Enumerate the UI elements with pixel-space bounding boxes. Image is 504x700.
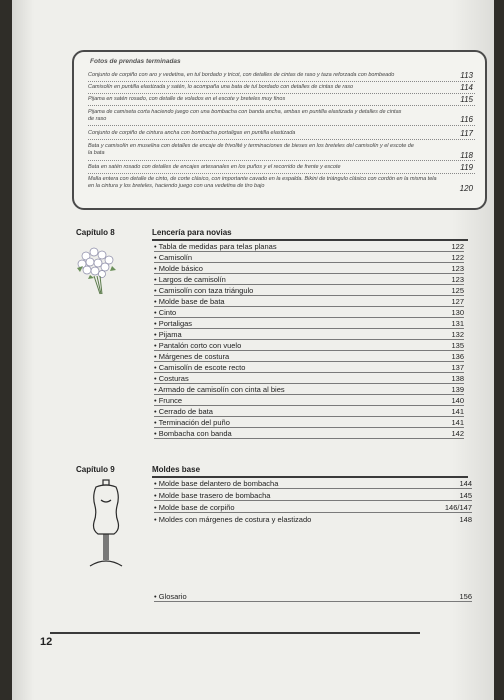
toc-entry-page: 148: [459, 515, 472, 524]
toc-entry-page: 122: [451, 242, 464, 251]
photo-row: [88, 84, 475, 93]
book-page: [12, 0, 494, 700]
photo-row-page: 116: [460, 115, 473, 124]
toc-entry-label: • Pantalón corto con vuelo: [154, 341, 242, 350]
toc-entry-label: • Costuras: [154, 374, 189, 383]
photo-row-page: 115: [460, 95, 473, 104]
toc-entry[interactable]: [154, 418, 464, 428]
chapter-8-label: Capítulo 8: [76, 228, 115, 237]
toc-entry-label: • Márgenes de costura: [154, 352, 230, 361]
photo-row-text: Camisolín en puntilla elastizada y satén, lo acompaña una bata de tul bordado con detalles de cintas de raso: [88, 84, 354, 90]
toc-entry[interactable]: [154, 253, 464, 263]
photo-row: [88, 164, 475, 173]
title-rule: [152, 476, 468, 478]
footer-rule: [50, 632, 420, 634]
toc-entry[interactable]: [154, 330, 464, 340]
toc-entry[interactable]: [154, 242, 464, 252]
toc-entry-page: 145: [459, 491, 472, 500]
photos-title: Fotos de prendas terminadas: [90, 58, 181, 65]
toc-entry-page: 135: [451, 341, 464, 350]
toc-entry[interactable]: [154, 264, 464, 274]
photo-row-page: 114: [460, 83, 473, 92]
photo-row: [88, 109, 475, 125]
toc-entry-page: 123: [451, 264, 464, 273]
toc-entry-label: • Molde base trasero de bombacha: [154, 491, 271, 500]
toc-entry-label: • Molde básico: [154, 264, 203, 273]
chapter-8-title: Lencería para novias: [152, 228, 232, 237]
photo-row-text: Conjunto de corpiño con aro y vedetina, en tul bordado y tricot, con detalles de cintas de raso y taza reforzada con bombeado: [88, 72, 395, 78]
toc-entry-page: 141: [451, 418, 464, 427]
photo-row: [88, 176, 475, 198]
photo-row-page: 117: [460, 129, 473, 138]
toc-entry-page: 137: [451, 363, 464, 372]
toc-entry-page: 140: [451, 396, 464, 405]
toc-entry[interactable]: [154, 297, 464, 307]
toc-entry-label: • Camisolín de escote recto: [154, 363, 246, 372]
page-number: 12: [40, 636, 53, 648]
toc-entry-label: • Bombacha con banda: [154, 429, 232, 438]
toc-entry[interactable]: [154, 515, 472, 525]
toc-entry-label: • Camisolín con taza triángulo: [154, 286, 254, 295]
toc-entry-label: • Cinto: [154, 308, 177, 317]
toc-entry-page: 138: [451, 374, 464, 383]
toc-entry-page: 122: [451, 253, 464, 262]
toc-entry-label: • Molde base de corpiño: [154, 503, 235, 512]
toc-entry[interactable]: [154, 352, 464, 362]
photo-row-page: 118: [460, 151, 473, 160]
toc-entry-page: 139: [451, 385, 464, 394]
photo-row-text: Bata en satén rosado con detalles de encajes artesanales en los puños y el recorrido de frente y escote: [88, 164, 341, 170]
toc-entry-page: 142: [451, 429, 464, 438]
toc-entry[interactable]: [154, 275, 464, 285]
toc-entry-page: 125: [451, 286, 464, 295]
toc-entry[interactable]: [154, 363, 464, 373]
bouquet-icon: [74, 244, 120, 298]
toc-entry-page: 141: [451, 407, 464, 416]
toc-entry-label: • Camisolín: [154, 253, 193, 262]
toc-entry[interactable]: [154, 308, 464, 318]
photo-row: [88, 72, 475, 81]
photo-row-text: Bata y camisolín en muselina con detalles de encaje de frivolité y terminaciones de bieses en los breteles del camisolín y el escote de la bata: [88, 143, 414, 156]
toc-entry-page: 144: [459, 479, 472, 488]
toc-entry-label: • Cerrado de bata: [154, 407, 213, 416]
dress-form-icon: [84, 478, 128, 570]
title-rule: [152, 239, 468, 241]
toc-entry-label: • Pijama: [154, 330, 182, 339]
photo-row-page: 120: [459, 184, 473, 193]
photo-row-page: 119: [460, 163, 473, 172]
toc-entry-label: • Moldes con márgenes de costura y elastizado: [154, 515, 312, 524]
toc-entry[interactable]: [154, 341, 464, 351]
photo-row: [88, 96, 475, 105]
toc-entry-label: • Largos de camisolín: [154, 275, 226, 284]
toc-entry[interactable]: [154, 319, 464, 329]
glossary-label: • Glosario: [154, 592, 187, 601]
toc-entry-page: 123: [451, 275, 464, 284]
toc-entry-page: 132: [451, 330, 464, 339]
photo-row: [88, 143, 475, 159]
toc-entry[interactable]: [154, 286, 464, 296]
photo-row-text: Malla entera con detalle de cinto, de corte clásico, con importante cavado en la espalda. Bikini de triángulo clásico con cordón en la misma tela en la cintura y los breteles, haciendo juego con una vedetina de tiro bajo: [88, 176, 437, 189]
toc-entry-page: 136: [451, 352, 464, 361]
toc-entry-page: 146/147: [444, 503, 472, 512]
toc-entry-page: 130: [451, 308, 464, 317]
toc-entry[interactable]: [154, 491, 472, 501]
toc-entry[interactable]: [154, 385, 464, 395]
toc-entry[interactable]: [154, 503, 472, 513]
toc-entry[interactable]: [154, 479, 472, 489]
photo-row-text: Pijama de camiseta corta haciendo juego con una bombacha con banda ancha, ambas en puntilla elastizada y detalles de cintas de raso: [88, 109, 402, 122]
toc-entry-page: 131: [451, 319, 464, 328]
toc-entry-glossary[interactable]: [154, 592, 472, 602]
toc-entry[interactable]: [154, 396, 464, 406]
photo-row-page: 113: [460, 71, 473, 80]
toc-entry-label: • Tabla de medidas para telas planas: [154, 242, 277, 251]
toc-entry-label: • Portaligas: [154, 319, 193, 328]
glossary-page: 156: [459, 592, 472, 601]
toc-entry-label: • Armado de camisolín con cinta al bies: [154, 385, 285, 394]
toc-entry[interactable]: [154, 407, 464, 417]
chapter-9-label: Capítulo 9: [76, 465, 115, 474]
toc-entry-label: • Terminación del puño: [154, 418, 230, 427]
toc-entry-label: • Molde base de bata: [154, 297, 225, 306]
toc-entry-label: • Molde base delantero de bombacha: [154, 479, 279, 488]
toc-entry[interactable]: [154, 374, 464, 384]
toc-entry[interactable]: [154, 429, 464, 439]
toc-entry-page: 127: [451, 297, 464, 306]
photo-row-text: Pijama en satén rosado, con detalle de volados en el escote y breteles muy finos: [88, 96, 286, 102]
photo-row-text: Conjunto de corpiño de cintura ancha con bombacha portaligas en puntilla elastizada: [88, 130, 296, 136]
photos-box: [72, 50, 487, 210]
photo-row: [88, 130, 475, 139]
chapter-9-title: Moldes base: [152, 465, 201, 474]
toc-entry-label: • Frunce: [154, 396, 183, 405]
